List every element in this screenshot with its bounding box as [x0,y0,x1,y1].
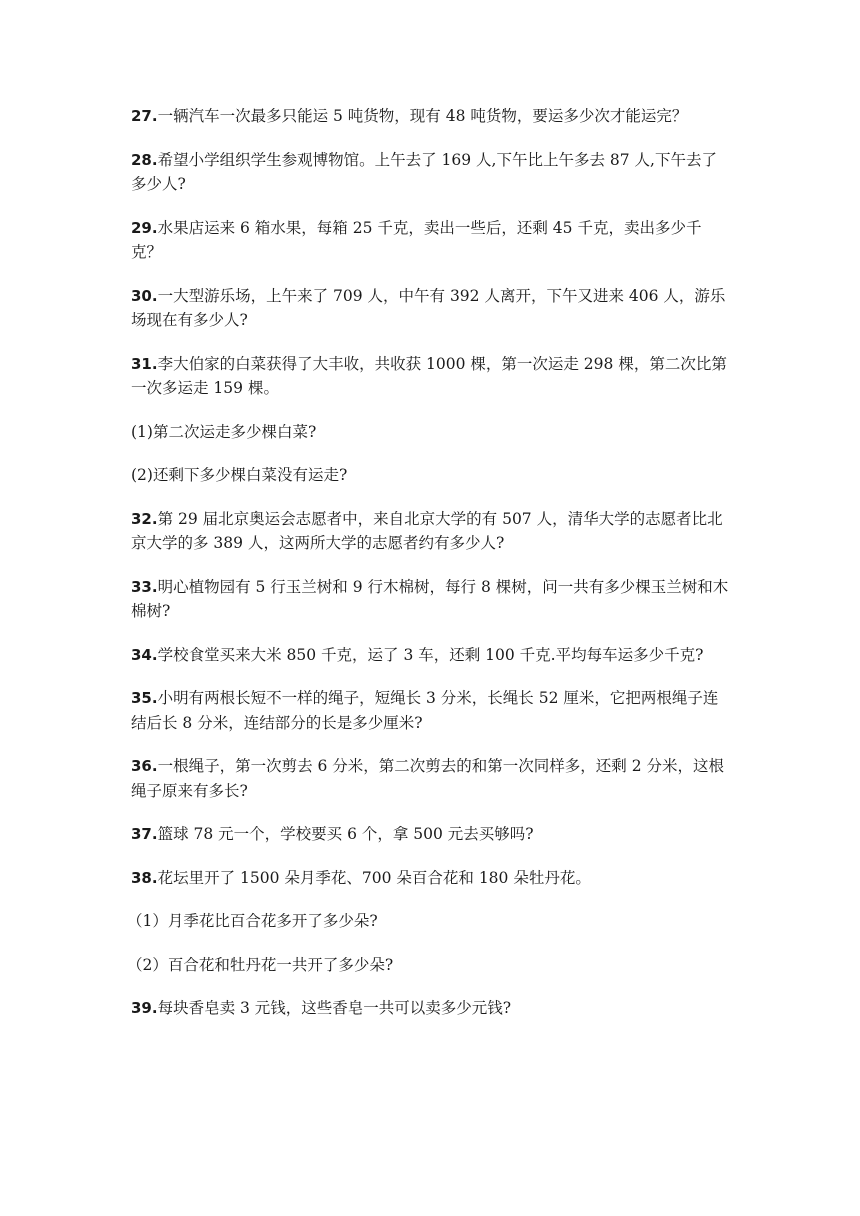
problem-text: 每块香皂卖 3 元钱，这些香皂一共可以卖多少元钱? [157,999,512,1017]
problem-30 [131,284,731,333]
problem-text: 一辆汽车一次最多只能运 5 吨货物，现有 48 吨货物，要运多少次才能运完？ [157,107,688,125]
problem-text: 希望小学组织学生参观博物馆。上午去了 169 人,下午比上午多去 87 人,下午去了多少人? [131,150,717,193]
problem-27 [131,104,731,129]
problem-text: 李大伯家的白菜获得了大丰收，共收获 1000 棵，第一次运走 298 棵，第二次比第一次多运走 159 棵。 [131,354,727,397]
problem-text: 水果店运来 6 箱水果，每箱 25 千克，卖出一些后，还剩 45 千克，卖出多少千克？ [131,218,702,261]
problem-38 [131,866,731,891]
sub-question-text: （2）百合花和牡丹花一共开了多少朵? [127,955,394,974]
problem-text: 一根绳子，第一次剪去 6 分米，第二次剪去的和第一次同样多，还剩 2 分米，这根绳子原来有多长? [131,757,725,800]
problem-number: 35. [131,689,158,707]
sub-question-text: （1）月季花比百合花多开了多少朵? [127,912,378,930]
problem-number: 38. [131,868,158,887]
problem-number: 28. [131,150,158,169]
problem-38-part-2 [127,953,731,978]
document-page [127,104,731,1040]
problem-38-part-1 [127,909,731,934]
problem-39 [131,996,731,1021]
problem-37 [131,822,731,847]
problem-31-part-2 [131,463,731,488]
problem-text: 篮球 78 元一个，学校要买 6 个，拿 500 元去买够吗? [157,825,534,843]
problem-31-part-1 [131,420,731,445]
problem-text: 花坛里开了 1500 朵月季花、700 朵百合花和 180 朵牡丹花。 [157,868,591,887]
problem-number: 29. [131,218,158,237]
problem-number: 33. [131,577,158,596]
problem-29 [131,216,731,265]
problem-36 [131,754,731,803]
problem-number: 30. [131,286,158,305]
problem-32 [131,507,731,556]
sub-question-text: (1)第二次运走多少棵白菜? [131,422,317,441]
problem-number: 27. [131,107,158,125]
problem-28 [131,148,731,197]
problem-31 [131,352,731,401]
problem-number: 34. [131,645,158,664]
problem-number: 31. [131,354,158,373]
problem-number: 37. [131,825,158,843]
problem-text: 第 29 届北京奥运会志愿者中，来自北京大学的有 507 人，清华大学的志愿者比北京大学的多 389 人，这两所大学的志愿者约有多少人? [131,509,723,552]
sub-question-text: (2)还剩下多少棵白菜没有运走? [131,466,348,484]
problem-34 [131,643,731,668]
problem-35 [131,686,731,735]
problem-number: 36. [131,757,158,775]
problem-33 [131,575,731,624]
problem-number: 32. [131,509,158,528]
problem-text: 一大型游乐场，上午来了 709 人，中午有 392 人离开，下午又进来 406 人，游乐场现在有多少人? [131,286,726,329]
problem-text: 学校食堂买来大米 850 千克，运了 3 车，还剩 100 千克.平均每车运多少千克? [157,645,704,664]
problem-text: 小明有两根长短不一样的绳子，短绳长 3 分米，长绳长 52 厘米，它把两根绳子连结后长 8 分米，连结部分的长是多少厘米? [131,689,719,732]
problem-text: 明心植物园有 5 行玉兰树和 9 行木棉树，每行 8 棵树，问一共有多少棵玉兰树和木棉树? [131,577,729,620]
problem-number: 39. [131,999,158,1017]
